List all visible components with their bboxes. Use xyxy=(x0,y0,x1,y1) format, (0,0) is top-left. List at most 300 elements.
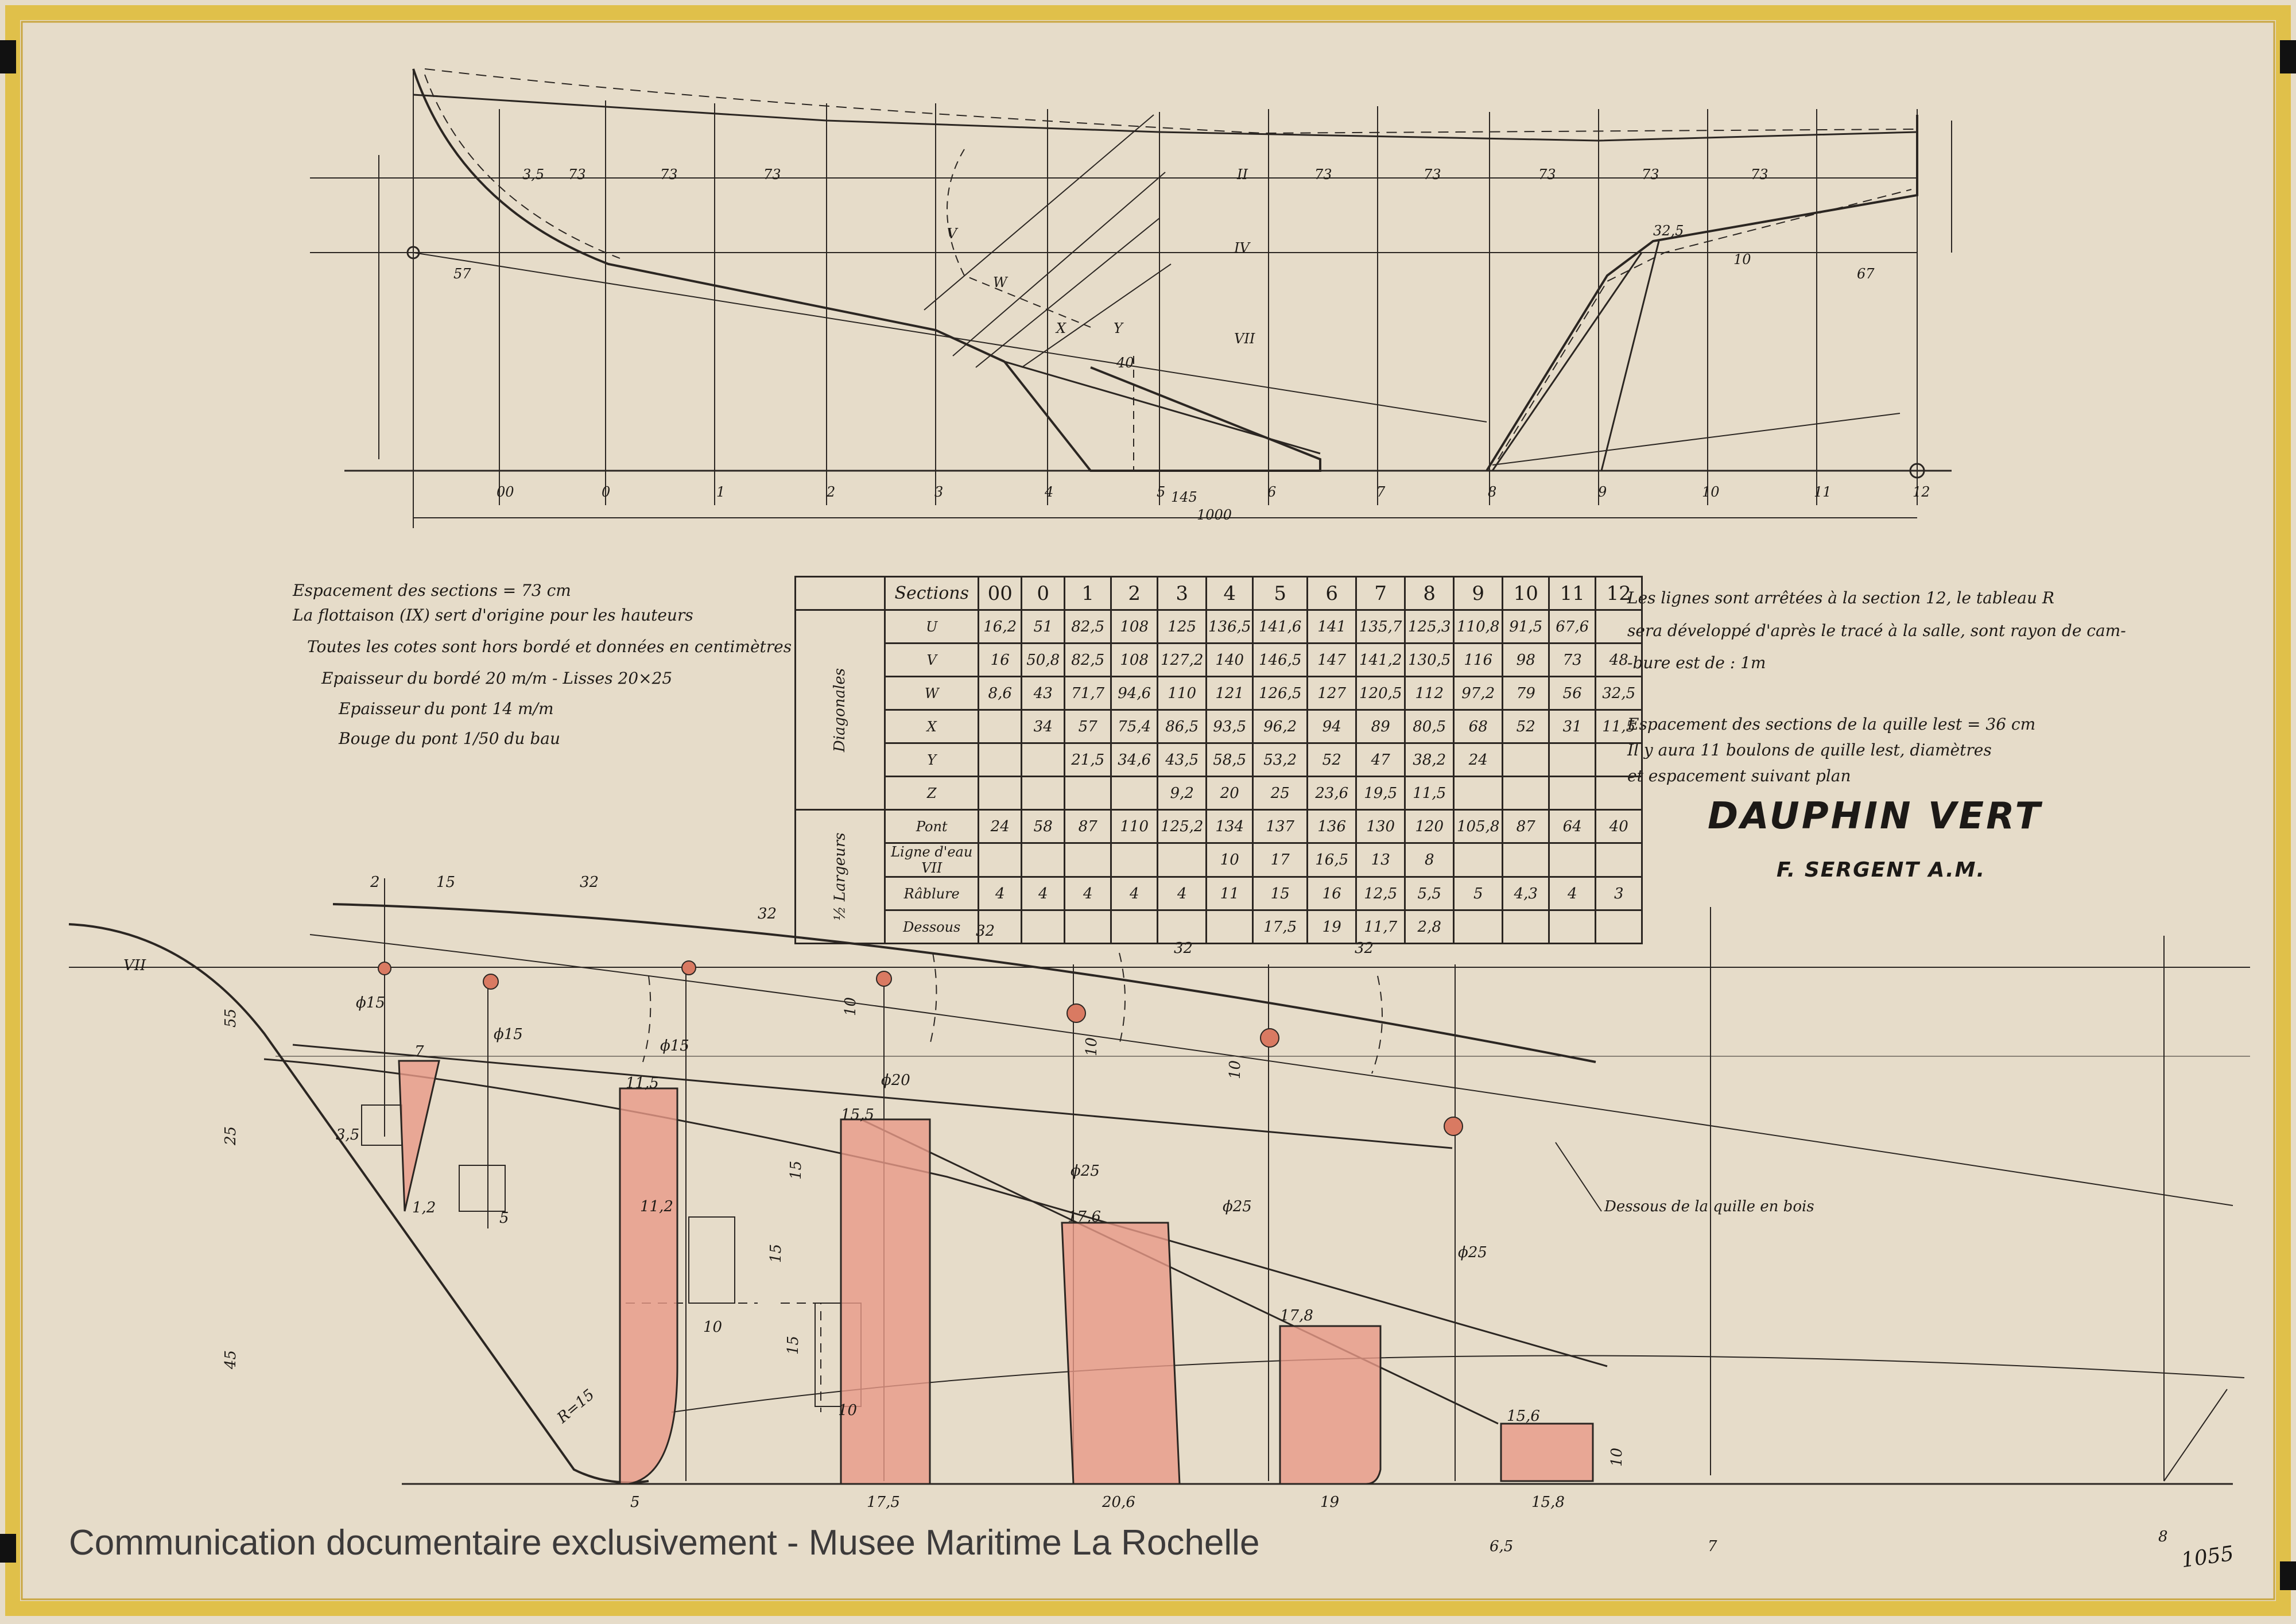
offset-cell: 125,3 xyxy=(1405,610,1454,644)
offset-cell xyxy=(1022,743,1065,777)
svg-text:15: 15 xyxy=(767,1243,785,1263)
offset-cell: 82,5 xyxy=(1065,644,1111,677)
long-diagonal xyxy=(413,253,1487,422)
offset-cell: 58,5 xyxy=(1207,743,1253,777)
svg-text:W: W xyxy=(993,274,1007,290)
offset-cell: 96,2 xyxy=(1253,710,1308,743)
offset-cell xyxy=(1596,843,1642,877)
offset-cell xyxy=(1111,910,1158,944)
svg-text:10: 10 xyxy=(842,997,859,1016)
offset-cell: 15 xyxy=(1253,877,1308,910)
svg-text:73: 73 xyxy=(1314,166,1332,183)
section-col: 7 xyxy=(1356,577,1405,610)
svg-text:32: 32 xyxy=(1355,940,1374,957)
offset-cell: 31 xyxy=(1549,710,1596,743)
offset-cell: 136,5 xyxy=(1207,610,1253,644)
offset-cell xyxy=(979,743,1022,777)
offset-cell: 57 xyxy=(1065,710,1111,743)
svg-text:67: 67 xyxy=(1857,266,1875,282)
offset-cell xyxy=(1022,910,1065,944)
offset-cell: 130,5 xyxy=(1405,644,1454,677)
note-dimensions-units: Toutes les cotes sont hors bordé et données en centimètres xyxy=(307,637,792,656)
offset-cell: 23,6 xyxy=(1308,777,1356,810)
svg-text:19: 19 xyxy=(1320,1494,1340,1511)
offset-cell: 17 xyxy=(1253,843,1308,877)
offset-cell: 56 xyxy=(1549,677,1596,710)
keel-guide-mid xyxy=(310,935,2233,1206)
svg-text:10: 10 xyxy=(703,1319,723,1336)
svg-text:00: 00 xyxy=(497,484,514,500)
offset-cell: 140 xyxy=(1207,644,1253,677)
corner-clip-bl xyxy=(0,1534,16,1563)
offset-cell xyxy=(1503,743,1549,777)
offset-cell xyxy=(1454,843,1503,877)
section-col: 5 xyxy=(1253,577,1308,610)
svg-text:57: 57 xyxy=(453,266,471,282)
offset-cell: 43,5 xyxy=(1158,743,1207,777)
offset-table-header xyxy=(796,577,1642,610)
offset-cell xyxy=(1454,777,1503,810)
offset-cell: 12,5 xyxy=(1356,877,1405,910)
svg-text:15,5: 15,5 xyxy=(841,1106,874,1123)
svg-text:6,5: 6,5 xyxy=(1490,1538,1514,1555)
svg-text:11,5: 11,5 xyxy=(626,1075,659,1092)
offset-cell xyxy=(1065,777,1111,810)
offset-table-body xyxy=(796,610,1642,944)
section-col: 2 xyxy=(1111,577,1158,610)
offset-cell: 47 xyxy=(1356,743,1405,777)
offset-cell: 5 xyxy=(1454,877,1503,910)
note-section-spacing: Espacement des sections = 73 cm xyxy=(293,581,571,600)
offset-row xyxy=(796,810,1642,843)
offset-cell xyxy=(1158,910,1207,944)
offset-cell: 127,2 xyxy=(1158,644,1207,677)
offset-cell: 4 xyxy=(1111,877,1158,910)
offset-cell: 53,2 xyxy=(1253,743,1308,777)
offset-cell xyxy=(1503,910,1549,944)
offset-cell: 135,7 xyxy=(1356,610,1405,644)
svg-text:15: 15 xyxy=(788,1160,805,1180)
offset-cell: 137 xyxy=(1253,810,1308,843)
offset-cell: 43 xyxy=(1022,677,1065,710)
offset-cell: 67,6 xyxy=(1549,610,1596,644)
offset-cell xyxy=(1065,910,1111,944)
note-bolt-spacing: et espacement suivant plan xyxy=(1627,766,1851,785)
offset-cell: 125,2 xyxy=(1158,810,1207,843)
svg-text:73: 73 xyxy=(1751,166,1768,183)
offset-row xyxy=(796,877,1642,910)
offset-cell: 24 xyxy=(1454,743,1503,777)
svg-text:II: II xyxy=(1237,166,1248,183)
offset-cell: 94,6 xyxy=(1111,677,1158,710)
offset-cell: 73 xyxy=(1549,644,1596,677)
offset-cell: 8,6 xyxy=(979,677,1022,710)
keel-section-f xyxy=(1501,1424,1593,1481)
svg-text:8: 8 xyxy=(2158,1528,2168,1545)
group-label: Diagonales xyxy=(831,668,849,752)
svg-text:10: 10 xyxy=(1608,1447,1626,1467)
svg-text:17,5: 17,5 xyxy=(867,1494,900,1511)
offset-cell: 82,5 xyxy=(1065,610,1111,644)
offset-cell: 34,6 xyxy=(1111,743,1158,777)
offset-cell xyxy=(1596,610,1642,644)
offset-cell: 91,5 xyxy=(1503,610,1549,644)
svg-text:10: 10 xyxy=(1702,484,1720,500)
offset-cell xyxy=(979,710,1022,743)
offset-cell: 20 xyxy=(1207,777,1253,810)
corner-clip-tr xyxy=(2280,40,2296,73)
offset-row-label: Y xyxy=(885,743,979,777)
offset-cell: 141,2 xyxy=(1356,644,1405,677)
offset-cell: 25 xyxy=(1253,777,1308,810)
svg-text:3: 3 xyxy=(934,484,944,500)
rudder-line xyxy=(1601,241,1659,471)
museum-watermark: Communication documentaire exclusivement - Musee Maritime La Rochelle xyxy=(69,1523,1260,1563)
svg-text:15,6: 15,6 xyxy=(1507,1408,1540,1425)
svg-text:45: 45 xyxy=(222,1350,239,1369)
diagonal-y xyxy=(1492,413,1900,465)
bolt-circles xyxy=(378,961,1463,1135)
offset-cell: 112 xyxy=(1405,677,1454,710)
section-col: 4 xyxy=(1207,577,1253,610)
offset-cell: 51 xyxy=(1022,610,1065,644)
profile-labels xyxy=(453,166,1930,523)
offset-cell xyxy=(1454,910,1503,944)
offset-cell: 75,4 xyxy=(1111,710,1158,743)
offset-cell: 116 xyxy=(1454,644,1503,677)
profile-plan xyxy=(310,69,1952,528)
offset-cell xyxy=(1503,843,1549,877)
svg-text:10: 10 xyxy=(1227,1060,1244,1079)
keel-plan xyxy=(69,878,2250,1484)
offset-cell: 40 xyxy=(1596,810,1642,843)
offset-cell: 79 xyxy=(1503,677,1549,710)
offset-cell: 8 xyxy=(1405,843,1454,877)
svg-text:10: 10 xyxy=(838,1402,858,1419)
offset-cell: 16,5 xyxy=(1308,843,1356,877)
offset-cell xyxy=(1549,777,1596,810)
svg-text:15: 15 xyxy=(785,1335,802,1355)
offset-cell: 5,5 xyxy=(1405,877,1454,910)
svg-text:3,5: 3,5 xyxy=(336,1126,360,1144)
offset-cell xyxy=(1549,843,1596,877)
svg-text:ϕ15: ϕ15 xyxy=(494,1026,523,1043)
offset-cell: 38,2 xyxy=(1405,743,1454,777)
offset-cell: 52 xyxy=(1308,743,1356,777)
section-col: 00 xyxy=(979,577,1022,610)
svg-text:15: 15 xyxy=(436,874,456,891)
section-col: 12 xyxy=(1596,577,1642,610)
offset-cell: 80,5 xyxy=(1405,710,1454,743)
offset-cell: 2,8 xyxy=(1405,910,1454,944)
corner-clip-tl xyxy=(0,40,16,73)
offset-row-label: W xyxy=(885,677,979,710)
offset-cell: 125 xyxy=(1158,610,1207,644)
svg-text:X: X xyxy=(1056,320,1066,336)
offset-cell: 110 xyxy=(1111,810,1158,843)
offset-cell: 141 xyxy=(1308,610,1356,644)
offset-cell: 87 xyxy=(1503,810,1549,843)
diagonal-w xyxy=(976,218,1159,367)
offset-cell xyxy=(1022,777,1065,810)
offset-row-label: Z xyxy=(885,777,979,810)
offset-cell: 134 xyxy=(1207,810,1253,843)
svg-text:2: 2 xyxy=(827,484,836,500)
svg-text:ϕ15: ϕ15 xyxy=(660,1037,689,1055)
section-col: 9 xyxy=(1454,577,1503,610)
offset-cell: 10 xyxy=(1207,843,1253,877)
offset-cell: 130 xyxy=(1356,810,1405,843)
svg-text:4: 4 xyxy=(1045,484,1054,500)
sections-header-label: Sections xyxy=(885,577,979,610)
svg-text:73: 73 xyxy=(1424,166,1441,183)
svg-text:15,8: 15,8 xyxy=(1531,1494,1565,1511)
offset-row-label: Ligne d'eau VII xyxy=(885,843,979,877)
offset-cell: 86,5 xyxy=(1158,710,1207,743)
offset-cell: 16 xyxy=(1308,877,1356,910)
corner-clip-br xyxy=(2280,1561,2296,1590)
offset-table xyxy=(794,576,1643,944)
svg-text:5: 5 xyxy=(1157,484,1166,500)
svg-text:40: 40 xyxy=(1116,355,1134,371)
offset-row-label: Râblure xyxy=(885,877,979,910)
svg-text:11: 11 xyxy=(1814,484,1832,500)
offset-cell: 98 xyxy=(1503,644,1549,677)
keel-inner-slope xyxy=(264,1059,1607,1366)
offset-cell: 4,3 xyxy=(1503,877,1549,910)
svg-text:ϕ15: ϕ15 xyxy=(356,994,385,1011)
offset-cell: 3 xyxy=(1596,877,1642,910)
svg-text:12: 12 xyxy=(1913,484,1930,500)
offset-cell xyxy=(1596,743,1642,777)
offset-cell: 11 xyxy=(1207,877,1253,910)
svg-text:6: 6 xyxy=(1267,484,1277,500)
offset-cell: 21,5 xyxy=(1065,743,1111,777)
offset-cell: 19 xyxy=(1308,910,1356,944)
section-col: 6 xyxy=(1308,577,1356,610)
offset-cell: 4 xyxy=(1065,877,1111,910)
svg-text:Y: Y xyxy=(1114,320,1123,336)
offset-cell: 16 xyxy=(979,644,1022,677)
svg-text:7: 7 xyxy=(1376,484,1386,500)
offset-cell: 4 xyxy=(979,877,1022,910)
sheet-number: 1055 xyxy=(2179,1541,2236,1573)
svg-text:2: 2 xyxy=(370,874,380,891)
offset-cell: 141,6 xyxy=(1253,610,1308,644)
offset-cell xyxy=(979,910,1022,944)
note-plank-thickness: Epaisseur du bordé 20 m/m - Lisses 20×25 xyxy=(321,669,673,688)
svg-text:7: 7 xyxy=(414,1043,424,1060)
offset-cell: 126,5 xyxy=(1253,677,1308,710)
offset-cell: 4 xyxy=(1158,877,1207,910)
svg-text:5: 5 xyxy=(499,1210,509,1227)
svg-text:17,6: 17,6 xyxy=(1068,1208,1101,1226)
offset-cell: 4 xyxy=(1549,877,1596,910)
svg-text:32: 32 xyxy=(758,905,777,923)
svg-text:73: 73 xyxy=(568,166,586,183)
offset-cell: 94 xyxy=(1308,710,1356,743)
offset-cell: 136 xyxy=(1308,810,1356,843)
keel-top xyxy=(1004,362,1320,454)
offset-cell xyxy=(1596,777,1642,810)
svg-text:55: 55 xyxy=(222,1008,239,1028)
offset-cell: 52 xyxy=(1503,710,1549,743)
offset-row-label: Pont xyxy=(885,810,979,843)
offset-cell xyxy=(979,843,1022,877)
sheer-line xyxy=(413,95,1917,141)
offset-row xyxy=(796,777,1642,810)
offset-cell: 11,5 xyxy=(1596,710,1642,743)
svg-text:1,2: 1,2 xyxy=(412,1199,436,1216)
section-col: 3 xyxy=(1158,577,1207,610)
offset-cell: 147 xyxy=(1308,644,1356,677)
offset-cell xyxy=(1207,910,1253,944)
offset-cell xyxy=(1158,843,1207,877)
group-label: ½ Largeurs xyxy=(831,832,849,921)
offset-cell: 64 xyxy=(1549,810,1596,843)
keel-sections-fill xyxy=(399,1061,1593,1484)
aft-keel-dashed xyxy=(1498,189,1911,459)
offset-cell: 24 xyxy=(979,810,1022,843)
offset-cell: 68 xyxy=(1454,710,1503,743)
forefoot-dashed xyxy=(947,149,1091,327)
offset-cell: 120 xyxy=(1405,810,1454,843)
offset-cell: 87 xyxy=(1065,810,1111,843)
note-deck-camber: Bouge du pont 1/50 du bau xyxy=(339,729,560,748)
offset-cell: 89 xyxy=(1356,710,1405,743)
svg-text:32: 32 xyxy=(976,923,995,940)
keel-main-diagonal xyxy=(861,1119,1498,1424)
offset-cell: 13 xyxy=(1356,843,1405,877)
svg-text:10: 10 xyxy=(1083,1037,1100,1056)
offset-cell: 97,2 xyxy=(1454,677,1503,710)
svg-text:17,8: 17,8 xyxy=(1280,1307,1313,1324)
offset-cell: 93,5 xyxy=(1207,710,1253,743)
svg-text:8: 8 xyxy=(1488,484,1497,500)
drawing-title: DAUPHIN VERT xyxy=(1708,795,2043,838)
offset-cell xyxy=(1111,843,1158,877)
note-lines-stop: Les lignes sont arrêtées à la section 12, le tableau R xyxy=(1627,588,2054,607)
offset-cell: 120,5 xyxy=(1356,677,1405,710)
offset-cell: 16,2 xyxy=(979,610,1022,644)
offset-cell: 50,8 xyxy=(1022,644,1065,677)
svg-text:1: 1 xyxy=(716,484,726,500)
offset-row-label: Dessous xyxy=(885,910,979,944)
offset-cell: 48 xyxy=(1596,644,1642,677)
offset-cell xyxy=(979,777,1022,810)
section-col: 1 xyxy=(1065,577,1111,610)
svg-text:32: 32 xyxy=(580,874,599,891)
offset-row xyxy=(796,910,1642,944)
offset-cell: 121 xyxy=(1207,677,1253,710)
offset-cell: 11,7 xyxy=(1356,910,1405,944)
svg-text:73: 73 xyxy=(763,166,781,183)
keel-section-e xyxy=(1280,1326,1380,1484)
offset-cell xyxy=(1022,843,1065,877)
offset-cell: 146,5 xyxy=(1253,644,1308,677)
svg-text:7: 7 xyxy=(1708,1538,1717,1555)
section-col: 0 xyxy=(1022,577,1065,610)
offset-cell: 108 xyxy=(1111,644,1158,677)
offset-cell: 58 xyxy=(1022,810,1065,843)
keel-section-c xyxy=(841,1119,930,1484)
offset-row xyxy=(796,743,1642,777)
svg-text:25: 25 xyxy=(222,1126,239,1145)
offset-row-label: X xyxy=(885,710,979,743)
offset-cell: 17,5 xyxy=(1253,910,1308,944)
svg-text:ϕ25: ϕ25 xyxy=(1071,1162,1100,1180)
svg-text:ϕ20: ϕ20 xyxy=(881,1072,910,1089)
note-keel-bolts: Il y aura 11 boulons de quille lest, diamètres xyxy=(1627,741,1992,759)
bolt-plate-2 xyxy=(459,1165,505,1211)
svg-text:20,6: 20,6 xyxy=(1102,1494,1135,1511)
keel-section-a xyxy=(399,1061,439,1211)
svg-text:ϕ25: ϕ25 xyxy=(1458,1244,1487,1261)
svg-text:R=15: R=15 xyxy=(554,1386,598,1427)
offset-cell: 4 xyxy=(1022,877,1065,910)
bolt-plate-3 xyxy=(689,1217,735,1303)
keel-section-b xyxy=(620,1088,677,1484)
keel-section-d xyxy=(1062,1223,1180,1484)
svg-text:145: 145 xyxy=(1171,489,1197,505)
group-demi-largeurs xyxy=(796,810,885,944)
svg-text:10: 10 xyxy=(1733,251,1751,268)
svg-text:VII: VII xyxy=(1234,331,1255,347)
svg-text:5: 5 xyxy=(630,1494,640,1511)
offset-cell xyxy=(1111,777,1158,810)
svg-text:3,5: 3,5 xyxy=(522,166,545,183)
drawing-author: F. SERGENT A.M. xyxy=(1777,858,1986,882)
offset-cell: 9,2 xyxy=(1158,777,1207,810)
svg-text:32: 32 xyxy=(1174,940,1193,957)
offset-row xyxy=(796,843,1642,877)
svg-text:0: 0 xyxy=(602,484,611,500)
offset-cell: 11,5 xyxy=(1405,777,1454,810)
svg-text:1000: 1000 xyxy=(1197,507,1232,523)
svg-text:IV: IV xyxy=(1234,240,1250,256)
offset-row-label: V xyxy=(885,644,979,677)
offset-cell: 108 xyxy=(1111,610,1158,644)
offset-row-label: U xyxy=(885,610,979,644)
offset-cell: 32,5 xyxy=(1596,677,1642,710)
offset-cell xyxy=(1596,910,1642,944)
offset-cell: 71,7 xyxy=(1065,677,1111,710)
note-waterline-origin: La flottaison (IX) sert d'origine pour les hauteurs xyxy=(293,606,693,625)
svg-text:73: 73 xyxy=(1538,166,1556,183)
deck-line-dashed xyxy=(425,69,1917,133)
section-col: 10 xyxy=(1503,577,1549,610)
svg-text:V: V xyxy=(947,226,957,242)
svg-text:11,2: 11,2 xyxy=(640,1198,673,1215)
note-deck-thickness: Epaisseur du pont 14 m/m xyxy=(339,699,554,718)
bolt-plate-1 xyxy=(362,1105,402,1145)
note-camber-radius: -bure est de : 1m xyxy=(1627,653,1766,672)
offset-cell: 19,5 xyxy=(1356,777,1405,810)
offset-row xyxy=(796,710,1642,743)
svg-text:32,5: 32,5 xyxy=(1653,223,1684,239)
keel-profile xyxy=(1004,362,1320,471)
svg-text:ϕ25: ϕ25 xyxy=(1223,1198,1252,1215)
section-col: 11 xyxy=(1549,577,1596,610)
offset-cell xyxy=(1065,843,1111,877)
note-keel-spacing: Espacement des sections de la quille lest = 36 cm xyxy=(1627,715,2036,734)
rudder-line-2 xyxy=(1492,253,1642,471)
annotation-leader xyxy=(1556,1142,1601,1211)
svg-text:Dessous de la quille en bois: Dessous de la quille en bois xyxy=(1604,1198,1814,1215)
offset-cell xyxy=(1549,910,1596,944)
svg-text:9: 9 xyxy=(1598,484,1607,500)
svg-text:VII: VII xyxy=(123,957,146,974)
